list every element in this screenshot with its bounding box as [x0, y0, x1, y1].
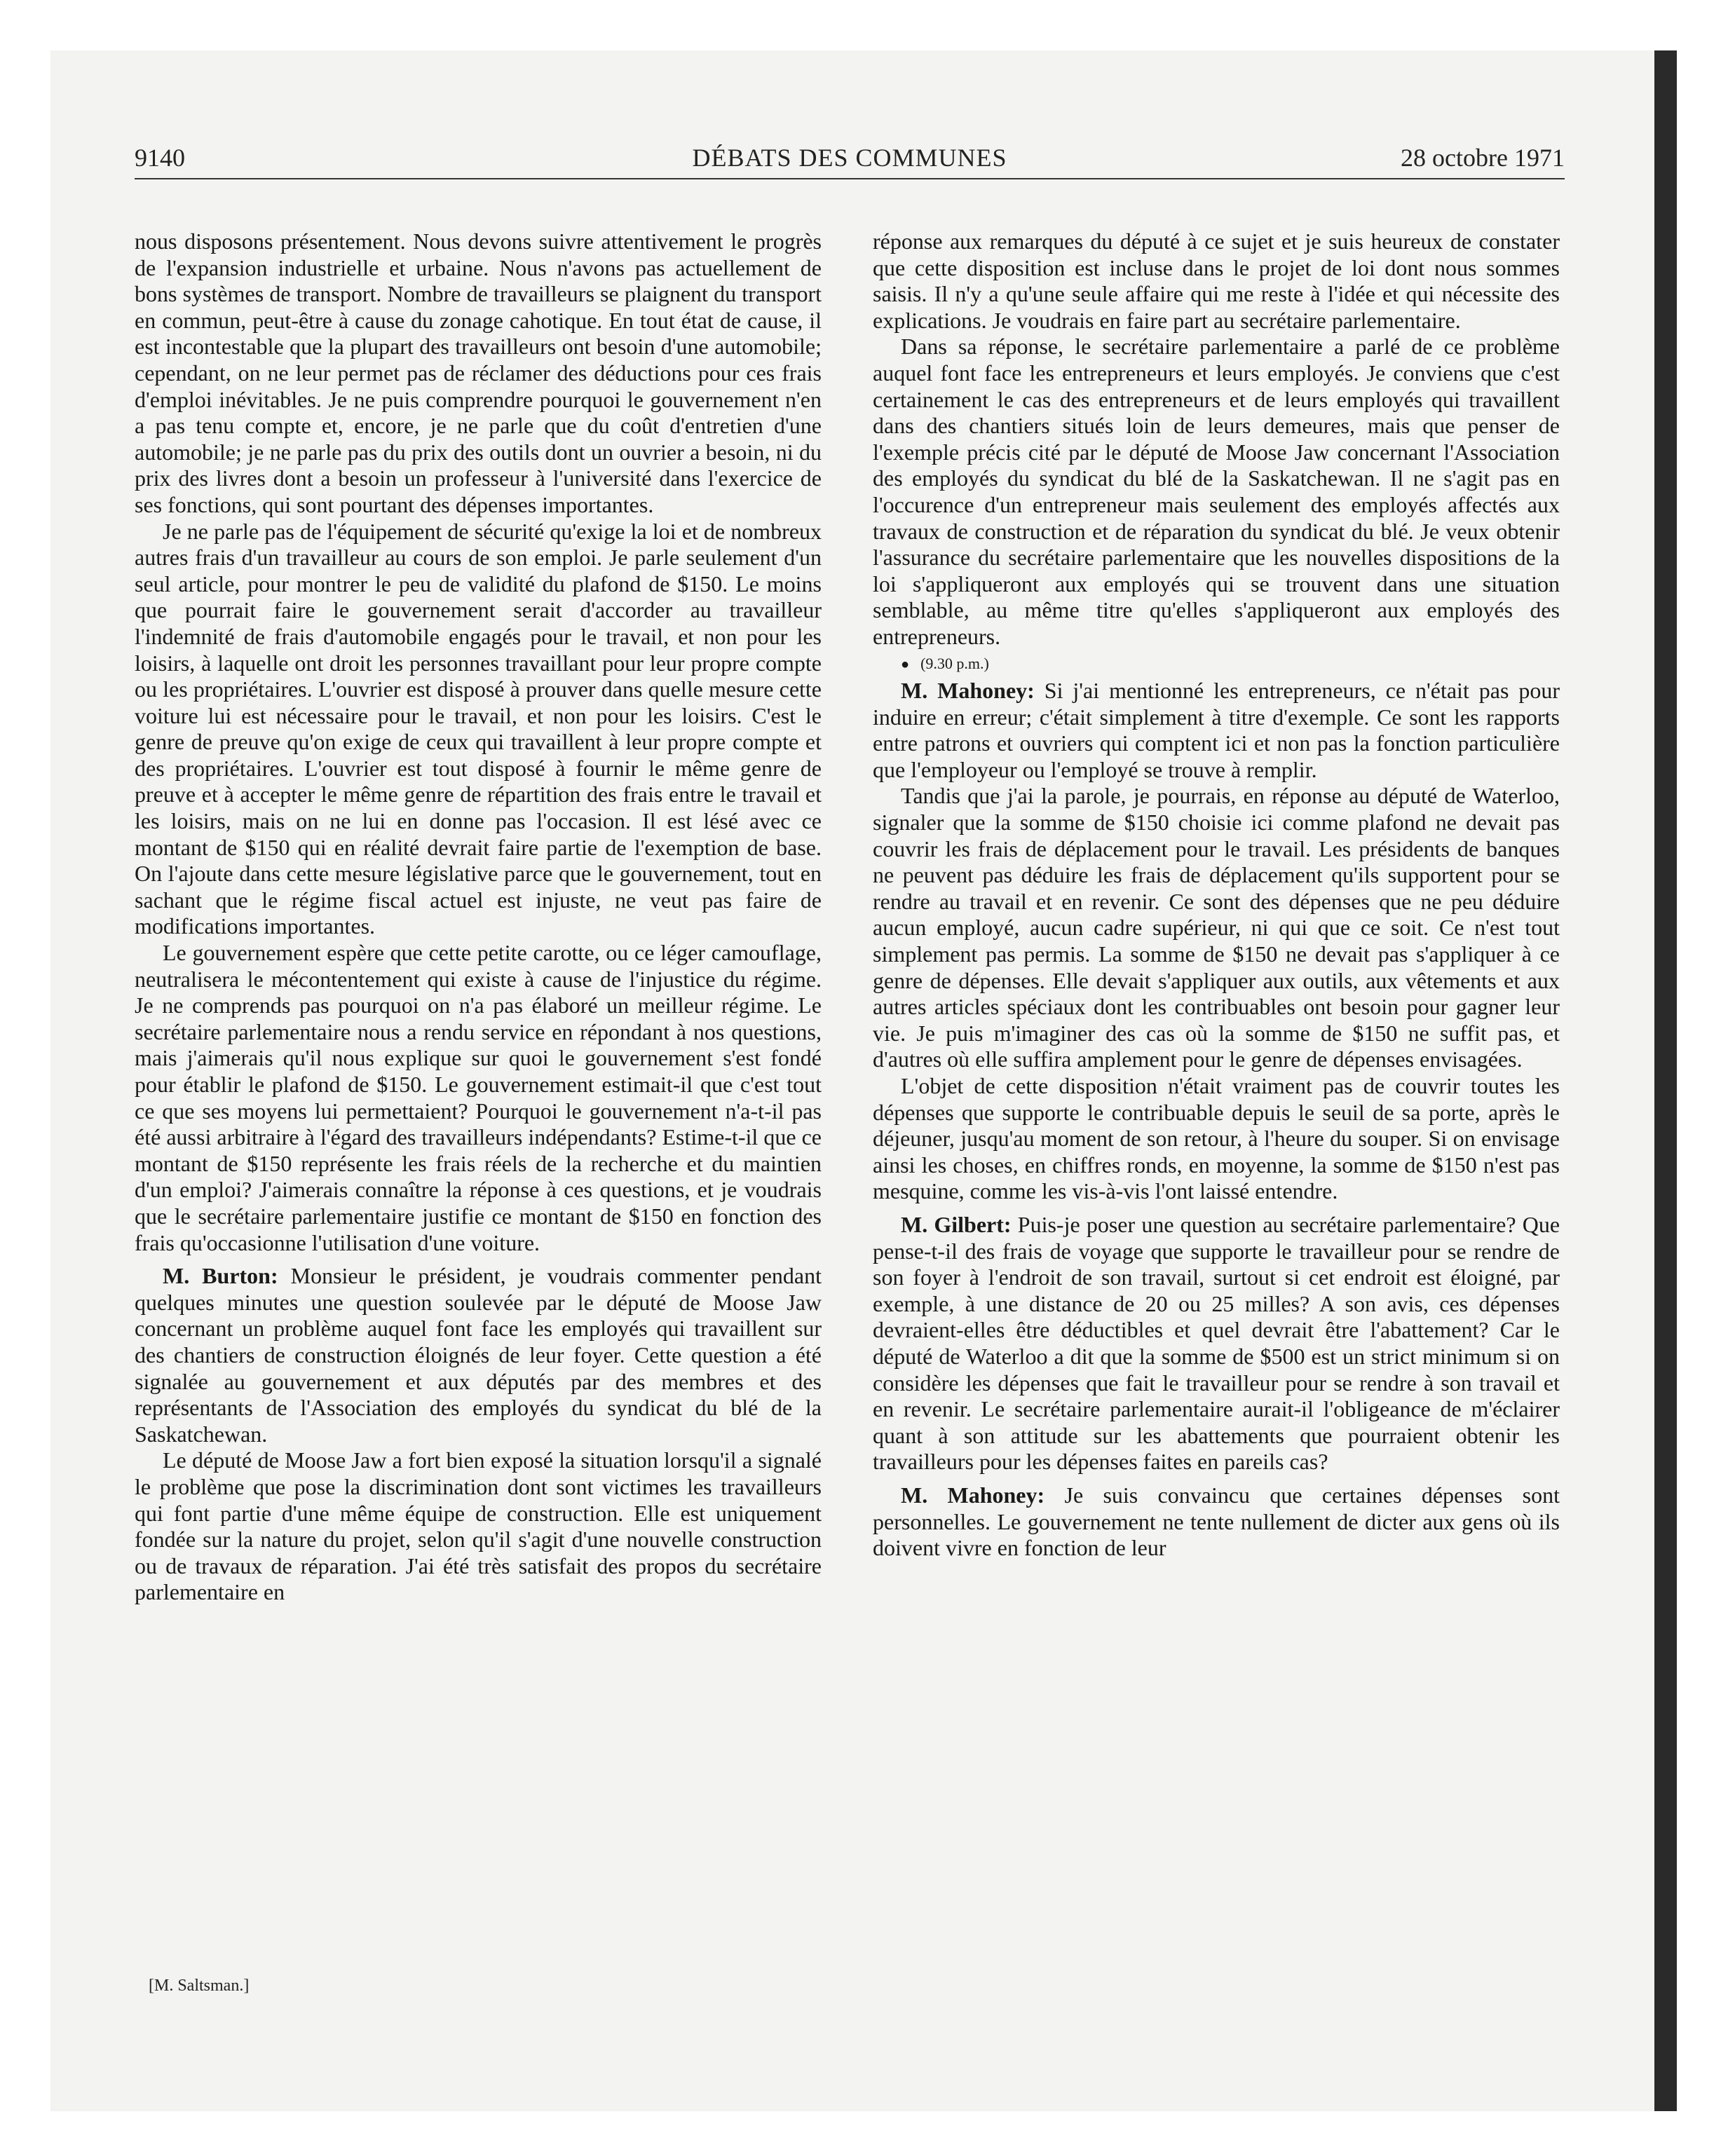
speech-paragraph: [135, 1263, 822, 1447]
paragraph: nous disposons présentement. Nous devons suivre attentivement le progrès de l'expansion industrielle et urbaine. Nous n'avons pas actuellement de bons systèmes de transport. Nombre de travailleurs se plaignent du transport en commun, peut-être à cause du zonage cahotique. En tout état de cause, il est incontestable que la plupart des travailleurs ont besoin d'une automobile; cependant, on ne leur permet pas de réclamer des déductions pour ces frais d'emploi inévitables. Je ne puis comprendre pourquoi le gouvernement n'en a pas tenu compte et, encore, je ne parle que du coût d'entretien d'une automobile; je ne parle pas du prix des outils dont un ouvrier a besoin, ni du prix des livres dont a besoin un professeur à l'université dans l'exercice de ses fonctions, qui sont pourtant des dépenses importantes.: [135, 228, 822, 517]
speech-text: Monsieur le président, je voudrais commenter pendant quelques minutes une question soulevée par le député de Moose Jaw concernant un problème auquel font face les employés qui travaillent sur des chantiers de construction éloignés de leur foyer. Cette question a été signalée au gouvernement et aux députés par des membres et des représentants de l'Association des employés du syndicat du blé de la Saskatchewan.: [135, 1263, 822, 1447]
paragraph: Le député de Moose Jaw a fort bien exposé la situation lorsqu'il a signalé le problème que pose la discrimination dont sont victimes les travailleurs qui font partie d'une même équipe de construction. Elle est uniquement fondée sur la nature du projet, selon qu'il s'agit d'une nouvelle construction ou de travaux de réparation. J'ai été très satisfait des propos du secrétaire parlementaire en: [135, 1447, 822, 1605]
speaker-name: M. Mahoney:: [901, 1482, 1045, 1508]
publication-title: DÉBATS DES COMMUNES: [692, 144, 1007, 172]
paragraph: L'objet de cette disposition n'était vraiment pas de couvrir toutes les dépenses que supporte le contribuable depuis le seuil de sa porte, après le déjeuner, jusqu'au moment de son retour, à l'heure du souper. Si on envisage ainsi les choses, en chiffres ronds, en moyenne, la somme de $150 n'est pas mesquine, comme les vis-à-vis l'ont laissé entendre.: [873, 1073, 1560, 1204]
time-text: (9.30 p.m.): [920, 654, 989, 672]
paragraph: Je ne parle pas de l'équipement de sécurité qu'exige la loi et de nombreux autres frais d'un travailleur au cours de son emploi. Je parle seulement d'un seul article, pour montrer le peu de validité du plafond de $150. Le moins que pourrait faire le gouvernement serait d'accorder au travailleur l'indemnité de frais d'automobile engagés pour le travail, et non pour les loisirs, à laquelle ont droit les personnes travaillant pour leur propre compte ou les propriétaires. L'ouvrier est disposé à prouver dans quelle mesure cette voiture lui est nécessaire pour le travail, et non pour les loisirs. C'est le genre de preuve qu'on exige de ceux qui travaillent à leur propre compte et des propriétaires. L'ouvrier est tout disposé à fournir le même genre de preuve et à accepter le même genre de répartition des frais entre le travail et les loisirs, mais on ne lui en donne pas l'occasion. Il est lésé avec ce montant de $150 qui en réalité devrait faire partie de l'exemption de base. On l'ajoute dans cette mesure législative parce que le gouvernement, tout en sachant que le régime fiscal actuel est injuste, ne veut pas faire de modifications importantes.: [135, 518, 822, 939]
page-header: [135, 137, 1565, 179]
footer-note: [M. Saltsman.]: [149, 1977, 250, 1995]
paragraph: Dans sa réponse, le secrétaire parlementaire a parlé de ce problème auquel font face les entrepreneurs et leurs employés. Je conviens que c'est certainement le cas des entrepreneurs et de leurs employés qui travaillent dans des chantiers situés loin de leurs demeures, mais que penser de l'exemple précis cité par le député de Moose Jaw concernant l'Association des employés du syndicat du blé de la Saskatchewan. Il ne s'agit pas en l'occurence d'un entrepreneur mais seulement des employés affectés aux travaux de construction et de réparation du syndicat du blé. Je veux obtenir l'assurance du secrétaire parlementaire que les nouvelles dispositions de la loi s'appliqueront aux employés qui se trouvent dans une situation semblable, au même titre qu'elles s'appliqueront aux employés des entrepreneurs.: [873, 334, 1560, 649]
scan-edge-bar: [1654, 50, 1677, 2111]
speech-paragraph: [873, 1212, 1560, 1475]
speech-paragraph: [873, 1482, 1560, 1562]
speech-paragraph: [873, 678, 1560, 783]
page-number: 9140: [135, 144, 185, 172]
speech-text: Puis-je poser une question au secrétaire parlementaire? Que pense-t-il des frais de voyage que supporte le travailleur pour se rendre de son foyer à l'endroit de son travail, surtout si cet endroit est éloigné, par exemple, à une distance de 20 ou 25 milles? A son avis, ces dépenses devraient-elles être déductibles et quel devrait être l'abattement? Car le député de Waterloo a dit que la somme de $500 est un strict minimum si on considère les dépenses que fait le travailleur pour se rendre à son travail et en revenir. Le secrétaire parlementaire aurait-il l'obligeance de m'éclairer quant à son attitude sur les abattements que pourraient obtenir les travailleurs pour les dépenses faites en pareils cas?: [873, 1211, 1560, 1475]
left-column: [135, 228, 822, 1606]
paragraph: Le gouvernement espère que cette petite carotte, ou ce léger camouflage, neutralisera le mécontentement qui existe à cause de l'injustice du régime. Je ne comprends pas pourquoi on n'a pas élaboré un meilleur régime. Le secrétaire parlementaire nous a rendu service en répondant à nos questions, mais j'aimerais qu'il nous explique sur quoi le gouvernement s'est fondé pour établir le plafond de $150. Le gouvernement estimait-il que c'est tout ce que ses moyens lui permettaient? Pourquoi le gouvernement n'a-t-il pas été aussi arbitraire à l'égard des travailleurs indépendants? Estime-t-il que ce montant de $150 représente les frais réels de la recherche et du maintien d'un emploi? J'aimerais connaître la réponse à ces questions, et je voudrais que le secrétaire parlementaire justifie ce montant de $150 en fonction des frais qu'occasionne l'utilisation d'une voiture.: [135, 940, 822, 1255]
bullet-icon: ●: [901, 656, 910, 672]
right-column: [873, 228, 1560, 1562]
paragraph: Tandis que j'ai la parole, je pourrais, en réponse au député de Waterloo, signaler que la somme de $150 choisie ici comme plafond ne devait pas couvrir les frais de déplacement pour le travail. Les présidents de banques ne peuvent pas déduire les frais de déplacement qu'ils supportent pour se rendre au travail et en revenir. Ce sont des dépenses que ne peu déduire aucun employé, aucun cadre supérieur, ni qui que ce soit. Ce n'est tout simplement pas permis. La somme de $150 ne devait pas s'appliquer à ce genre de dépenses. Elle devait s'appliquer aux outils, aux vêtements et aux autres articles spéciaux dont les contribuables ont besoin pour gagner leur vie. Je puis m'imaginer des cas où la somme de $150 ne suffit pas, et d'autres où elle suffira amplement pour le genre de dépenses envisagées.: [873, 783, 1560, 1072]
speaker-name: M. Burton:: [163, 1263, 278, 1289]
speaker-name: M. Mahoney:: [901, 678, 1035, 704]
speech-text: Si j'ai mentionné les entrepreneurs, ce n'était pas pour induire en erreur; c'était simplement à titre d'exemple. Ce sont les rapports entre patrons et ouvriers qui comptent ici et non pas la fonction particulière que l'employeur ou l'employé se trouve à remplir.: [873, 678, 1560, 782]
paragraph: réponse aux remarques du député à ce sujet et je suis heureux de constater que cette disposition est incluse dans le projet de loi dont nous sommes saisis. Il n'y a qu'une seule affaire qui me reste à l'idée et qui nécessite des explications. Je voudrais en faire part au secrétaire parlementaire.: [873, 228, 1560, 333]
speech-text: Je suis convaincu que certaines dépenses sont personnelles. Le gouvernement ne tente nullement de dicter aux gens où ils doivent vivre en fonction de leur: [873, 1482, 1560, 1561]
publication-date: 28 octobre 1971: [1401, 144, 1565, 172]
time-marker: [873, 650, 1560, 678]
speaker-name: M. Gilbert:: [901, 1211, 1012, 1237]
